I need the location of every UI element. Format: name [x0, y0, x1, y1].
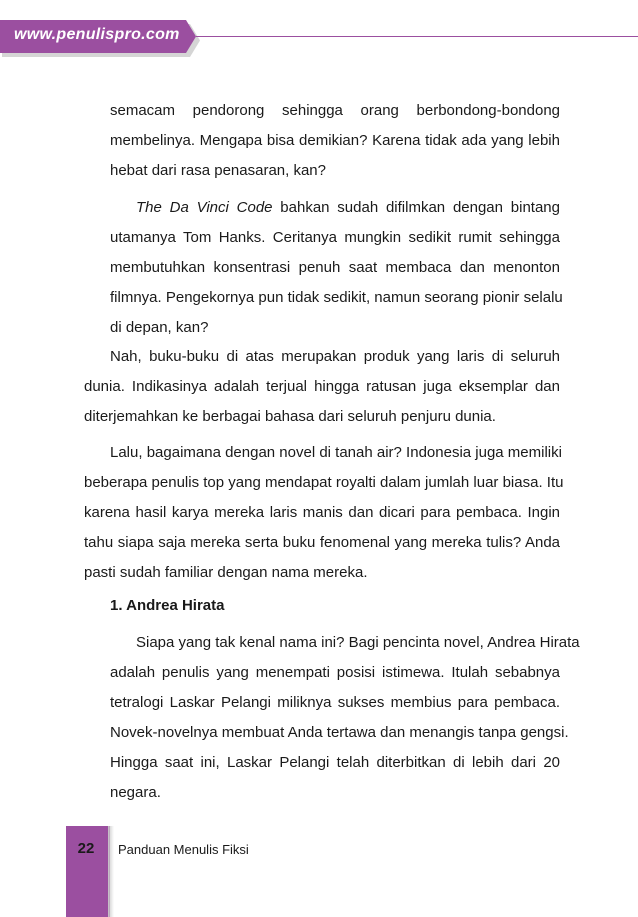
header-banner	[0, 20, 200, 53]
text-line: karena hasil karya mereka laris manis dan dicari para pembaca. Ingin	[84, 504, 560, 521]
text-line: tahu siapa saja mereka serta buku fenomenal yang mereka tulis? Anda	[84, 534, 560, 551]
page-number: 22	[77, 840, 95, 857]
text-line: Hingga saat ini, Laskar Pelangi telah diterbitkan di lebih dari 20	[110, 754, 560, 771]
text-line: semacam pendorong sehingga orang berbondong-bondong	[110, 102, 560, 119]
text-line: utamanya Tom Hanks. Ceritanya mungkin sedikit rumit sehingga	[110, 229, 560, 246]
text-line: hebat dari rasa penasaran, kan?	[110, 162, 326, 179]
header-rule	[196, 36, 638, 37]
site-url: www.penulispro.com	[14, 26, 180, 43]
text-line: pasti sudah familiar dengan nama mereka.	[84, 564, 368, 581]
text-line: diterjemahkan ke berbagai bahasa dari seluruh penjuru dunia.	[84, 408, 496, 425]
text-line: adalah penulis yang menempati posisi istimewa. Itulah sebabnya	[110, 664, 560, 681]
text-line: membutuhkan konsentrasi penuh saat membaca dan menonton	[110, 259, 560, 276]
text-line: tetralogi Laskar Pelangi miliknya sukses membius para pembaca.	[110, 694, 560, 711]
footer-tab-shadow	[108, 826, 114, 917]
footer-book-title: Panduan Menulis Fiksi	[118, 842, 249, 857]
text-line	[136, 193, 560, 223]
text-line: membelinya. Mengapa bisa demikian? Karena tidak ada yang lebih	[110, 132, 560, 149]
text-line: Novek-novelnya membuat Anda tertawa dan menangis tanpa gengsi.	[110, 724, 569, 741]
text-line: dunia. Indikasinya adalah terjual hingga ratusan juga eksemplar dan	[84, 378, 560, 395]
text-line: beberapa penulis top yang mendapat royalti dalam jumlah luar biasa. Itu	[84, 474, 564, 491]
text-line: Siapa yang tak kenal nama ini? Bagi pencinta novel, Andrea Hirata	[136, 634, 580, 651]
text-line: filmnya. Pengekornya pun tidak sedikit, namun seorang pionir selalu	[110, 289, 563, 306]
text-line: di depan, kan?	[110, 319, 209, 336]
text-line: Lalu, bagaimana dengan novel di tanah air? Indonesia juga memiliki	[110, 444, 562, 461]
section-heading: 1. Andrea Hirata	[110, 597, 225, 614]
text-fragment: bahkan sudah difilmkan dengan bintang	[272, 199, 560, 216]
text-line: negara.	[110, 784, 161, 801]
text-line: Nah, buku-buku di atas merupakan produk yang laris di seluruh	[110, 348, 560, 365]
book-title-italic: The Da Vinci Code	[136, 199, 273, 216]
